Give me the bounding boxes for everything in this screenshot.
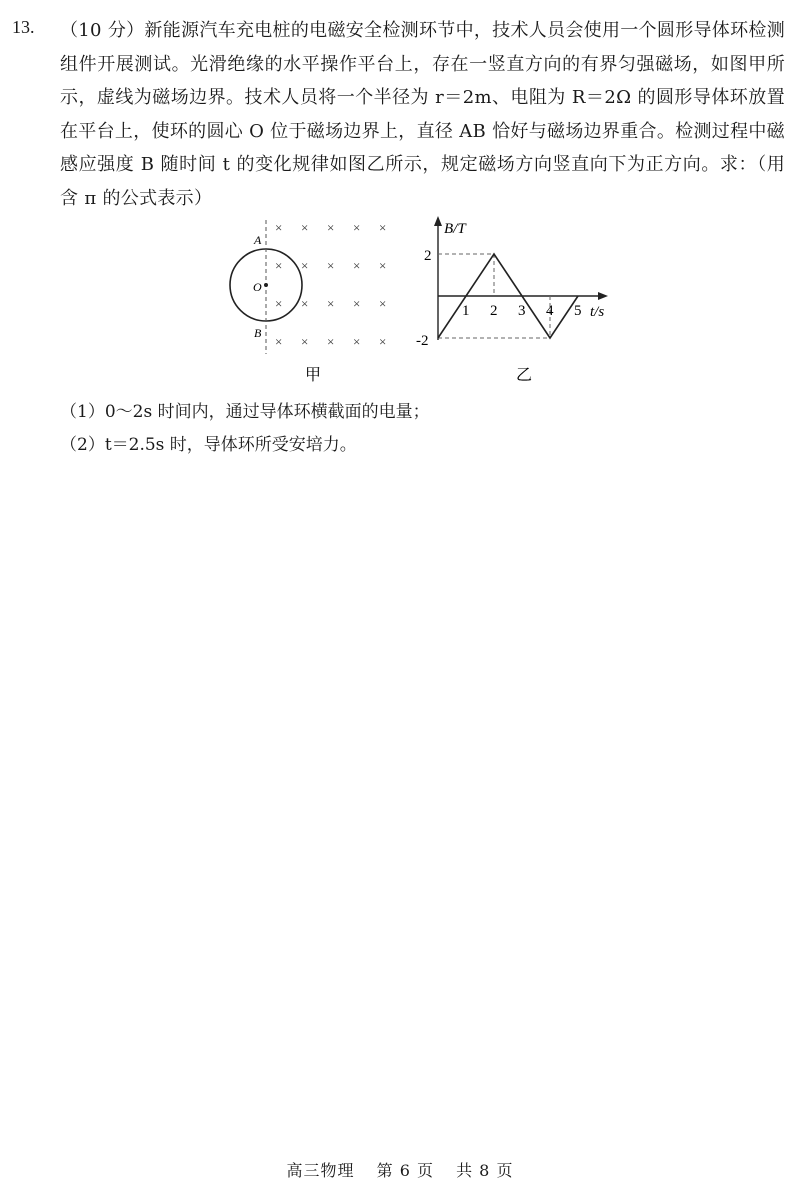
- y-axis-label: [444, 221, 467, 237]
- x-tick-label: 2: [490, 303, 498, 319]
- field-crosses: [275, 220, 386, 349]
- field-cross: ×: [353, 334, 361, 349]
- question-number: 13.: [12, 17, 35, 37]
- footer-total: 共 8 页: [456, 1161, 514, 1180]
- field-cross: ×: [301, 334, 309, 349]
- label-o: O: [253, 280, 262, 294]
- x-tick-label: 4: [546, 303, 554, 319]
- field-cross: ×: [379, 220, 387, 235]
- figure-jia-svg: [0, 208, 800, 398]
- question-body: （10 分）新能源汽车充电桩的电磁安全检测环节中，技术人员会使用一个圆形导体环检测组件开展测试。光滑绝缘的水平操作平台上，存在一竖直方向的有界匀强磁场，如图甲所示，虚线为磁场边界。技术人员将一个半径为 r＝2m、电阻为 R＝2Ω 的圆形导体环放置在平台上，使环的圆心 O 位于磁场边界上，直径 AB 恰好与磁场边界重合。检测过程中磁感应强度 B 随时间 t 的变化规律如图乙所示，规定磁场方向竖直向下为正方向。求：（用含 π 的公式表示）: [60, 20, 785, 209]
- sub-question-1: （1）0～2s 时间内，通过导体环横截面的电量；: [60, 402, 430, 422]
- label-a: A: [254, 233, 262, 247]
- field-cross: ×: [379, 296, 387, 311]
- figure-yi: [416, 216, 608, 384]
- y-tick-bottom: -2: [416, 333, 429, 349]
- figure-jia: [230, 220, 386, 384]
- figures: [0, 208, 800, 398]
- field-cross: ×: [327, 296, 335, 311]
- sub-question-2: （2）t＝2.5s 时，导体环所受安培力。: [60, 435, 357, 455]
- field-cross: ×: [379, 258, 387, 273]
- field-cross: ×: [327, 220, 335, 235]
- field-cross: ×: [275, 334, 283, 349]
- y-axis-arrow: [434, 216, 442, 226]
- field-cross: ×: [353, 220, 361, 235]
- field-cross: ×: [275, 220, 283, 235]
- x-tick-label: 3: [518, 303, 526, 319]
- field-cross: ×: [353, 258, 361, 273]
- field-cross: ×: [379, 334, 387, 349]
- field-cross: ×: [301, 258, 309, 273]
- footer-page: 第 6 页: [376, 1161, 434, 1180]
- center-dot: [264, 283, 268, 287]
- caption-yi: 乙: [516, 365, 533, 384]
- field-cross: ×: [353, 296, 361, 311]
- page-footer: [0, 1158, 800, 1181]
- field-cross: ×: [327, 334, 335, 349]
- x-tick-label: 5: [574, 303, 582, 319]
- y-axis-label-text: B/T: [444, 221, 466, 237]
- x-axis-label: t/s: [590, 304, 605, 320]
- field-cross: ×: [275, 258, 283, 273]
- footer-subject: 高三物理: [286, 1161, 355, 1180]
- field-cross: ×: [301, 296, 309, 311]
- field-cross: ×: [275, 296, 283, 311]
- y-tick-top: 2: [424, 248, 432, 264]
- field-cross: ×: [301, 220, 309, 235]
- caption-jia: 甲: [305, 365, 322, 384]
- x-axis-arrow: [598, 292, 608, 300]
- x-tick-label: 1: [462, 303, 470, 319]
- label-b: B: [254, 326, 262, 340]
- field-cross: ×: [327, 258, 335, 273]
